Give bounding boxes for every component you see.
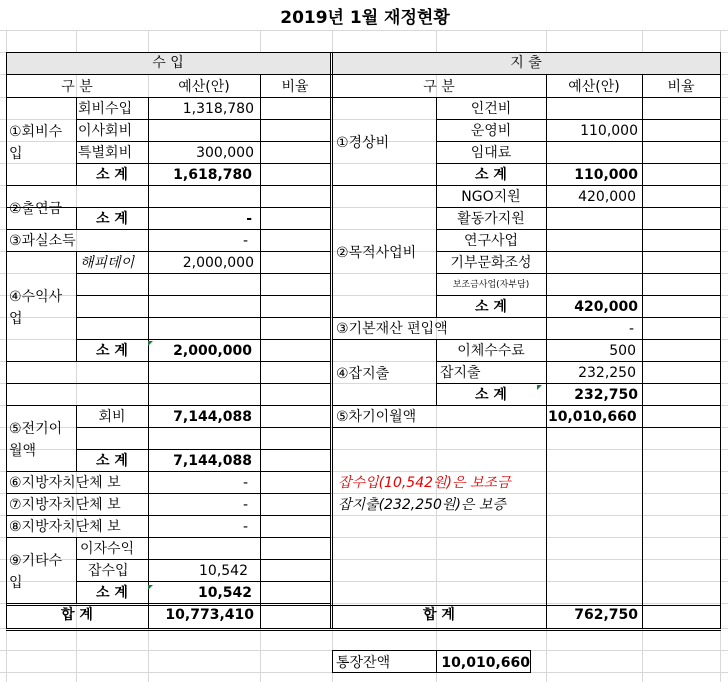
border-line xyxy=(332,52,333,629)
expense-item-value: 420,000 xyxy=(578,189,636,205)
income-item-value: 1,318,780 xyxy=(182,101,254,117)
border-line xyxy=(76,141,331,142)
income-subtotal-label: 소 계 xyxy=(96,585,128,601)
border-line xyxy=(6,97,721,98)
expense-item-label: 이체수수료 xyxy=(457,343,525,359)
income-group-local-gov-label: ⑦지방자치단체 보 xyxy=(9,497,121,513)
income-item-label: 회비 xyxy=(98,409,126,425)
expense-item-value: 232,250 xyxy=(578,365,636,381)
border-line xyxy=(76,449,331,450)
income-subtotal-label: 소 계 xyxy=(96,453,128,469)
income-group-business-label: ④수익사업 xyxy=(9,289,63,327)
border-line xyxy=(6,515,331,516)
expense-col-category: 구 분 xyxy=(423,79,455,95)
income-group-other-label: ⑨기타수입 xyxy=(9,553,63,591)
expense-item-value: 500 xyxy=(609,343,636,359)
income-row-value: - xyxy=(242,497,248,513)
expense-item-value xyxy=(548,145,638,161)
income-subtotal-value: 2,000,000 xyxy=(173,343,252,359)
border-line xyxy=(330,52,331,629)
expense-header: 지 출 xyxy=(510,55,542,71)
income-row-value: - xyxy=(242,475,248,491)
border-line xyxy=(332,650,531,651)
income-subtotal-label: 소 계 xyxy=(96,211,128,227)
cell-marker-icon xyxy=(148,341,153,346)
expense-item-value xyxy=(548,101,638,117)
income-group-carryover-label: ⑤전기이월액 xyxy=(9,421,63,459)
expense-item-label: 기부문화조성 xyxy=(450,255,532,271)
income-item-label: 회비수입 xyxy=(78,101,133,117)
expense-item-value: 110,000 xyxy=(580,123,638,139)
expense-row-value: 10,010,660 xyxy=(548,409,637,425)
expense-subtotal-label: 소 계 xyxy=(475,299,507,315)
border-line xyxy=(436,207,721,208)
border-line xyxy=(436,650,437,673)
border-line xyxy=(76,339,331,340)
note-misc-expense: 잡지출(232,250원)은 보증 xyxy=(338,497,506,513)
expense-col-ratio: 비율 xyxy=(667,79,695,95)
income-group-fruit-income-label: ③과실소득 xyxy=(9,233,76,249)
border-line xyxy=(332,405,721,406)
expense-row-value: - xyxy=(628,321,634,337)
income-item-value xyxy=(150,541,248,557)
border-line xyxy=(6,52,7,629)
border-line xyxy=(332,317,721,318)
border-line xyxy=(6,361,331,362)
border-line xyxy=(76,317,331,318)
expense-item-value xyxy=(548,211,636,227)
expense-subtotal-value: 420,000 xyxy=(574,299,638,315)
border-line xyxy=(6,471,331,472)
border-line xyxy=(436,119,721,120)
expense-total-value: 762,750 xyxy=(574,607,638,623)
border-line xyxy=(148,97,149,629)
border-line xyxy=(6,405,331,406)
border-line xyxy=(76,427,331,428)
border-line xyxy=(436,383,721,384)
border-line xyxy=(6,185,77,186)
balance-label: 통장잔액 xyxy=(336,655,391,671)
border-line xyxy=(76,163,331,164)
border-line xyxy=(530,650,531,673)
border-line xyxy=(76,273,331,274)
income-item-label: 이자수익 xyxy=(80,541,135,557)
expense-item-label: 보조금사업(자부담) xyxy=(452,280,530,290)
border-line xyxy=(546,74,547,629)
border-line xyxy=(332,185,721,186)
expense-item-label: 연구사업 xyxy=(463,233,519,249)
border-line xyxy=(76,185,331,186)
income-item-value: 300,000 xyxy=(196,145,254,161)
border-line xyxy=(332,650,333,673)
expense-subtotal-value: 232,750 xyxy=(574,387,638,403)
border-line xyxy=(76,295,331,296)
expense-group-purpose-label: ②목적사업비 xyxy=(336,245,417,261)
income-total-label: 합 계 xyxy=(61,607,93,623)
border-line xyxy=(6,537,331,538)
border-line xyxy=(436,141,721,142)
income-subtotal-label: 소 계 xyxy=(96,343,128,359)
border-line xyxy=(436,229,721,230)
border-line xyxy=(6,605,721,606)
gridline xyxy=(0,30,728,31)
border-line xyxy=(6,628,721,629)
expense-item-value xyxy=(548,255,636,271)
income-group-membership-label: ①회비수입 xyxy=(9,124,63,162)
border-line xyxy=(76,559,331,560)
income-subtotal-value: - xyxy=(246,211,252,227)
expense-item-label: 인건비 xyxy=(470,101,512,117)
income-subtotal-label: 소 계 xyxy=(96,167,128,183)
border-line xyxy=(6,630,721,631)
border-line xyxy=(6,493,331,494)
expense-item-label: 임대료 xyxy=(470,145,512,161)
expense-group-endowment-label: ③기본재산 편입액 xyxy=(336,321,448,337)
income-subtotal-value: 1,618,780 xyxy=(173,167,252,183)
border-line xyxy=(642,74,643,629)
income-item-value: 7,144,088 xyxy=(173,409,252,425)
balance-value: 10,010,660 xyxy=(441,655,530,671)
income-item-label: 이사회비 xyxy=(78,123,133,139)
expense-group-operating-label: ①경상비 xyxy=(336,135,390,151)
border-line xyxy=(332,427,721,428)
income-row-value: - xyxy=(242,519,248,535)
income-item-value: 2,000,000 xyxy=(182,255,254,271)
expense-item-value xyxy=(548,233,636,249)
border-line xyxy=(260,74,261,629)
page-title: 2019년 1월 재정현황 xyxy=(280,8,450,28)
expense-col-budget: 예산(안) xyxy=(568,79,620,95)
income-group-local-gov-label: ⑥지방자치단체 보 xyxy=(9,475,121,491)
income-subtotal-value: 7,144,088 xyxy=(173,453,252,469)
border-line xyxy=(6,251,331,252)
border-line xyxy=(6,229,331,230)
expense-item-value xyxy=(548,277,636,293)
income-item-value xyxy=(150,123,254,139)
income-item-label: 잡수입 xyxy=(88,563,129,579)
border-line xyxy=(436,163,721,164)
expense-item-label: 잡지출 xyxy=(440,365,481,381)
border-line xyxy=(436,273,721,274)
income-col-category: 구 분 xyxy=(61,79,93,95)
border-line xyxy=(76,119,331,120)
border-line xyxy=(6,52,721,53)
border-line xyxy=(436,251,721,252)
income-group-contribution-label: ②출연금 xyxy=(9,201,63,217)
cell-marker-icon xyxy=(148,585,153,590)
border-line xyxy=(6,603,331,604)
border-line xyxy=(332,339,721,340)
income-item-value: 10,542 xyxy=(199,563,248,579)
expense-subtotal-label: 소 계 xyxy=(475,167,507,183)
income-group-local-gov-label: ⑧지방자치단체 보 xyxy=(9,519,121,535)
income-total-value: 10,773,410 xyxy=(165,607,254,623)
expense-group-carryforward-label: ⑤차기이월액 xyxy=(336,409,417,425)
border-line xyxy=(720,52,721,629)
expense-item-label: NGO지원 xyxy=(461,189,521,205)
income-col-budget: 예산(안) xyxy=(178,79,230,95)
income-header: 수 입 xyxy=(152,55,184,71)
expense-item-label: 운영비 xyxy=(470,123,512,139)
border-line xyxy=(76,581,331,582)
income-subtotal-value: 10,542 xyxy=(197,585,252,601)
border-line xyxy=(332,672,531,673)
border-line xyxy=(6,74,721,75)
border-line xyxy=(436,295,721,296)
expense-subtotal-value: 110,000 xyxy=(574,167,638,183)
note-misc-income: 잡수입(10,542원)은 보조금 xyxy=(338,475,511,491)
income-item-label: 해피데이 xyxy=(80,255,135,271)
cell-marker-icon xyxy=(537,385,542,390)
income-item-label: 특별회비 xyxy=(78,145,133,161)
expense-group-misc-label: ④잡지출 xyxy=(336,366,390,382)
border-line xyxy=(436,361,721,362)
expense-item-label: 활동가지원 xyxy=(457,211,525,227)
border-line xyxy=(6,383,331,384)
expense-total-label: 합 계 xyxy=(423,607,455,623)
border-line xyxy=(76,207,331,208)
expense-subtotal-label: 소 계 xyxy=(475,387,507,403)
income-row-value: - xyxy=(242,233,248,249)
income-col-ratio: 비율 xyxy=(281,79,309,95)
